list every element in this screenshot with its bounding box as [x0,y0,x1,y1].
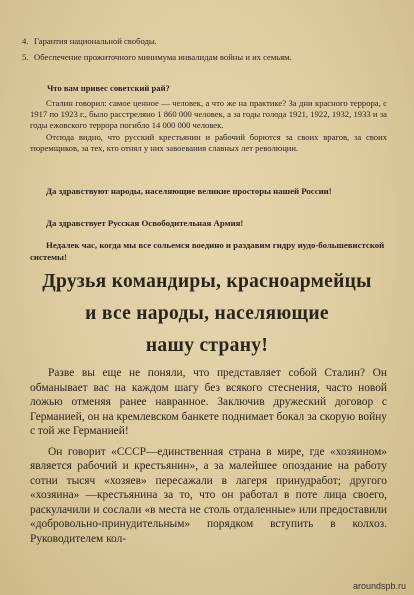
paragraph-conclusion: Отсюда видно, что русский крестьянин и рабочий борются за своих врагов, за своих тюремщиков, за тех, кто отнял у них завоевания славных лет революции. [30,131,387,153]
slogan-hydra: Недалек час, когда мы все сольемся воедино и раздавим гидру иудо-большевистской системы! [30,240,385,262]
list-text: Обеспечение прожиточного минимума инвалидам войны и их семьям. [34,52,292,62]
headline [20,266,394,362]
list-number: 4. [22,36,29,46]
slogan-peoples: Да здравствуют народы, населяющие великие просторы нашей России! [46,186,332,196]
body-paragraph-1: Разве вы еще не поняли, что представляет собой Сталин? Он обманывает вас на каждом шагу без всякого стеснения, часто новой ложью отменяя ранее навранное. Заключив дружеский договор с Германией, он на кремлевском банкете поднимает бокал за скорую войну с той же Германией! [30,367,387,437]
paragraph-stalin-block [30,98,387,154]
demands-list [22,36,382,68]
list-item [22,36,382,47]
watermark: aroundspb.ru [352,581,406,591]
headline-line-3: нашу страну! [145,335,269,356]
list-text: Гарантия национальной свободы. [34,36,157,46]
paragraph-stalin: Сталин говорил: самое ценное — человек, а что же на практике? За дни красного террора, с 1917 по 1923 г., было расстреляно 1 860 000 человек, а за годы голода 1921, 1922, 1932, 1933 и за годы ежовского террора погибло 14 000 000 человек. [30,98,387,131]
list-item [22,52,382,63]
body-text [30,366,387,546]
headline-line-2: и все народы, населяющие [85,303,329,324]
headline-line-1: Друзья командиры, красноармейцы [42,271,372,292]
section-question: Что вам привес советский рай? [47,83,170,93]
slogan-roa: Да здравствует Русская Освободительная Армия! [46,218,244,228]
body-paragraph-2: Он говорит «СССР—единственная страна в мире, где «хозяином» является рабочий и крестьянин», а за малейшее опоздание на работу сотни тысяч «хозяев» пересажали в лагеря принудработ; другого «хозяина» —крестьянина за то, что он работал в поте лица своего, раскулачили и сослали «в места не столь отдаленные» или предоставили «добровольно-принудительным» порядком вступить в колхоз. Руководителем кол- [30,445,387,545]
list-number: 5. [22,52,29,62]
